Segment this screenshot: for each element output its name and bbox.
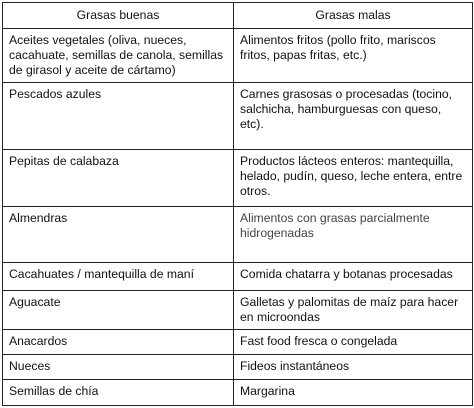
good-fat-cell: Pepitas de calabaza	[3, 150, 234, 207]
bad-fat-cell: Alimentos con grasas parcialmente hidrogenadas	[234, 207, 473, 263]
good-fat-cell: Nueces	[3, 354, 234, 379]
table-body	[3, 29, 473, 406]
header-good-fats: Grasas buenas	[3, 3, 234, 29]
bad-fat-cell: Carnes grasosas o procesadas (tocino, salchicha, hamburguesas con queso, etc).	[234, 83, 473, 150]
table-row	[3, 83, 473, 150]
fats-comparison-table	[2, 2, 473, 406]
table-row	[3, 379, 473, 405]
table-row	[3, 262, 473, 290]
table-row	[3, 150, 473, 207]
good-fat-cell: Aguacate	[3, 290, 234, 329]
good-fat-cell: Almendras	[3, 207, 234, 263]
good-fat-cell: Cacahuates / mantequilla de maní	[3, 262, 234, 290]
table-row	[3, 329, 473, 354]
header-bad-fats: Grasas malas	[234, 3, 473, 29]
table-row	[3, 354, 473, 379]
table-row	[3, 207, 473, 263]
good-fat-cell: Pescados azules	[3, 83, 234, 150]
bad-fat-cell: Comida chatarra y botanas procesadas	[234, 262, 473, 290]
bad-fat-cell: Fast food fresca o congelada	[234, 329, 473, 354]
table-row	[3, 29, 473, 83]
bad-fat-cell: Margarina	[234, 379, 473, 405]
table-row	[3, 290, 473, 329]
good-fat-cell: Semillas de chía	[3, 379, 234, 405]
good-fat-cell: Aceites vegetales (oliva, nueces, cacahuate, semillas de canola, semillas de girasol y aceite de cártamo)	[3, 29, 234, 83]
bad-fat-cell: Galletas y palomitas de maíz para hacer en microondas	[234, 290, 473, 329]
table-header	[3, 3, 473, 29]
good-fat-cell: Anacardos	[3, 329, 234, 354]
bad-fat-cell: Productos lácteos enteros: mantequilla, helado, pudín, queso, leche entera, entre otros.	[234, 150, 473, 207]
bad-fat-cell: Fideos instantáneos	[234, 354, 473, 379]
bad-fat-cell: Alimentos fritos (pollo frito, mariscos fritos, papas fritas, etc.)	[234, 29, 473, 83]
header-row	[3, 3, 473, 29]
